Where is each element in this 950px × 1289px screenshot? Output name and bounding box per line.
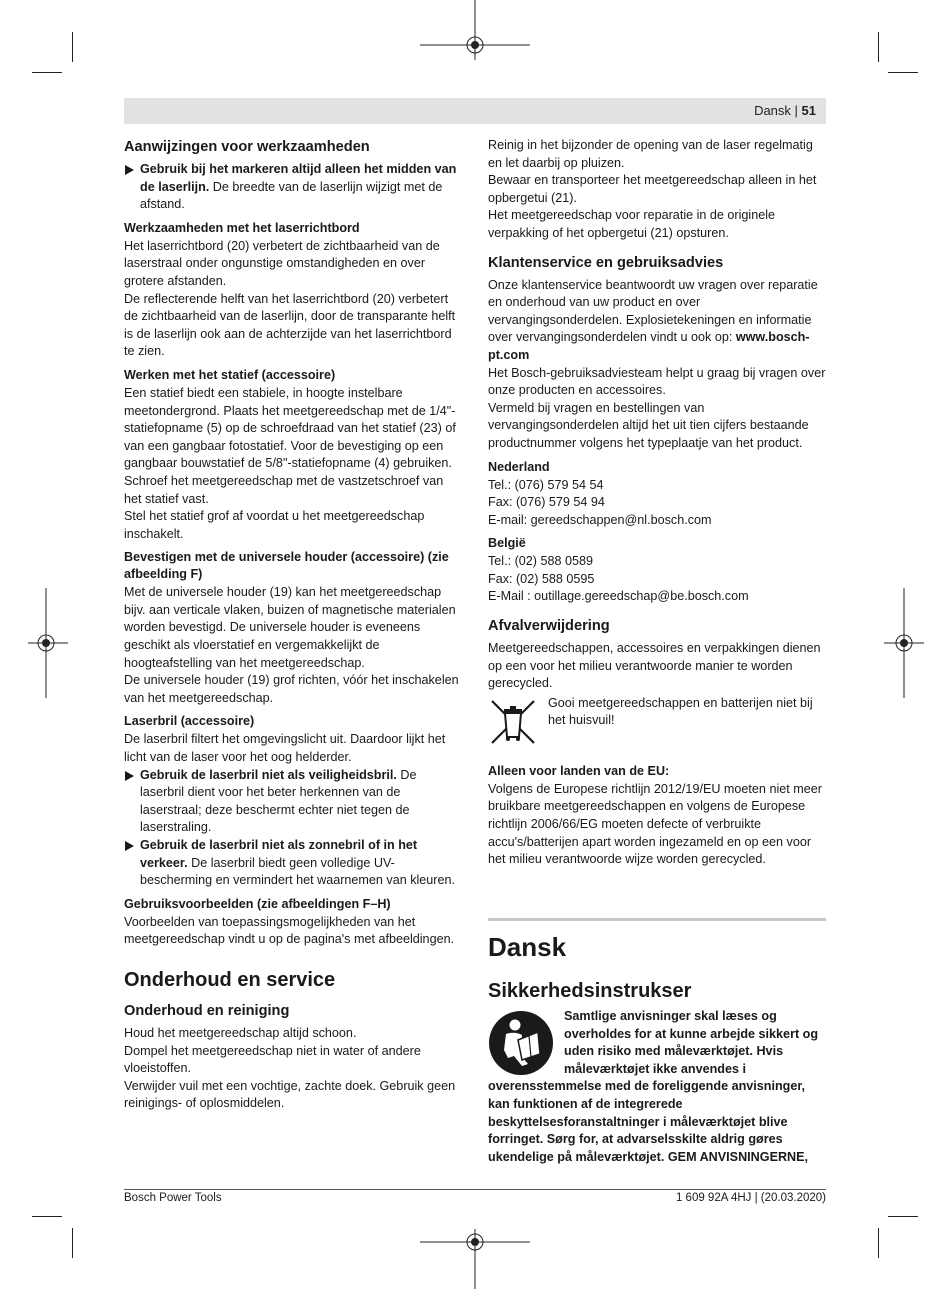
header-section: Dansk [754, 103, 791, 118]
crop-mark [878, 32, 879, 62]
service-url-link[interactable]: www.bosch-pt.com [488, 330, 810, 362]
registration-mark-icon [884, 588, 924, 698]
paragraph [488, 277, 828, 365]
heading-customer-service: Klantenservice en gebruiksadvies [488, 254, 724, 271]
dansk-section [488, 930, 828, 1166]
bullet-triangle-icon [125, 771, 134, 781]
heading-dansk: Dansk [488, 932, 567, 962]
heading-laser-board: Werkzaamheden met het laserrichtbord [124, 220, 360, 235]
page-number: 51 [801, 103, 816, 118]
paragraph: Vermeld bij vragen en bestellingen van vervangingsonderdelen altijd het uit tien cijfers bestaande productnummer volgens het typeplaatje van het product. [488, 400, 809, 450]
contact-email[interactable]: E-Mail : outillage.gereedschap@be.bosch.com [488, 589, 749, 604]
heading-laser-glasses: Laserbril (accessoire) [124, 714, 255, 729]
paragraph: De laserbril filtert het omgevingslicht uit. Daardoor lijkt het licht van de laser voor het oog helderder. [124, 732, 446, 765]
paragraph: Verwijder vuil met een vochtige, zachte doek. Gebruik geen reinigings- of oplosmiddelen. [124, 1078, 456, 1111]
crop-mark [32, 1216, 62, 1217]
heading-universal-holder: Bevestigen met de universele houder (accessoire) (zie afbeelding F) [124, 550, 449, 582]
bullet-bold-text: Gebruik de laserbril niet als zonnebril of in het verkeer. [140, 838, 418, 870]
heading-eu-only: Alleen voor landen van de EU: [488, 763, 670, 778]
crop-mark [888, 72, 918, 73]
service-text: Onze klantenservice beantwoordt uw vragen over reparatie en onderhoud van uw product en over vervangingsonderdelen. Explosietekeningen en informatie over vervangingsonderdelen vindt u ook op: [488, 277, 818, 345]
bullet-text: De breedte van de laserlijn wijzigt met de afstand. [140, 179, 443, 212]
heading-netherlands: Nederland [488, 459, 550, 474]
heading-maintenance: Onderhoud en service [124, 968, 336, 991]
registration-mark-icon [420, 0, 530, 60]
bullet-glasses-sun [124, 837, 464, 890]
paragraph: Dompel het meetgereedschap niet in water of andere vloeistoffen. [124, 1043, 421, 1076]
section-divider [488, 918, 826, 921]
paragraph: De universele houder (19) grof richten, vóór het inschakelen van het meetgereedschap. [124, 673, 459, 705]
bullet-bold-text: Gebruik de laserbril niet als veiligheidsbril. [140, 767, 397, 782]
heading-examples: Gebruiksvoorbeelden (zie afbeeldingen F–H) [124, 896, 391, 911]
paragraph: Stel het statief grof af voordat u het meetgereedschap inschakelt. [124, 509, 425, 541]
bullet-bold-text: Gebruik bij het markeren altijd alleen het midden van de laserlijn. [140, 162, 457, 194]
right-column [488, 137, 828, 869]
paragraph: Het laserrichtbord (20) verbetert de zichtbaarheid van de laserstraal onder ongunstige omstandigheden en over grotere afstanden. [124, 238, 440, 288]
left-column [124, 137, 464, 1113]
crop-mark [878, 1228, 879, 1258]
bullet-marking [124, 161, 464, 214]
paragraph: Met de universele houder (19) kan het meetgereedschap bijv. aan verticale vlaken, buizen of magnetische materialen worden bevestigd. De universele houder is eveneens geschikt als vloerstatief en vergemakkelijkt de hoogteafstelling van het meetgereedschap. [124, 585, 456, 670]
safety-warning [488, 1008, 828, 1166]
contact-phone: Tel.: (076) 579 54 54 [488, 477, 604, 492]
contact-fax: Fax: (02) 588 0595 [488, 571, 595, 586]
crop-mark [888, 1216, 918, 1217]
heading-disposal: Afvalverwijdering [488, 618, 610, 635]
crop-mark [72, 1228, 73, 1258]
heading-instructions: Aanwijzingen voor werkzaamheden [124, 139, 370, 155]
page-header [124, 98, 826, 124]
footer-brand: Bosch Power Tools [124, 1192, 222, 1204]
paragraph: Bewaar en transporteer het meetgereedschap alleen in het opbergetui (21). [488, 173, 817, 205]
header-label: Dansk | 51 [754, 103, 816, 118]
paragraph: Volgens de Europese richtlijn 2012/19/EU moeten niet meer bruikbare meetgereedschappen en volgens de Europese richtlijn 2006/66/EG moeten defecte of verbruikte accu's/batterijen apart worden ingezameld en op een voor het milieu verantwoorde wijze worden gerecycled. [488, 781, 822, 867]
paragraph: Meetgereedschappen, accessoires en verpakkingen dienen op een voor het milieu verantwoorde manier te worden gerecycled. [488, 641, 821, 691]
bullet-text: De laserbril dient voor het beter herkennen van de laserstraal; deze beschermt echter niet tegen de laserstraling. [140, 767, 417, 835]
heading-belgium: België [488, 536, 526, 551]
crop-mark [32, 72, 62, 73]
crossed-bin-icon [488, 697, 538, 747]
paragraph: Een statief biedt een stabiele, in hoogte instelbare meetondergrond. Plaats het meetgereedschap met de 1/4"-statiefopname (5) op de schroefdraad van het statief (23) of van een gangbaar fotostatief. Voor de bevestiging op een gangbaar bouwstatief de 5/8"-statiefopname (4) gebruiken. Schroef het meetgereedschap met de vastzetschroef van het statief vast. [124, 385, 456, 506]
footer-document-id: 1 609 92A 4HJ | (20.03.2020) [675, 1192, 826, 1204]
heading-safety: Sikkerhedsinstrukser [488, 980, 692, 1002]
bullet-triangle-icon [125, 841, 134, 851]
registration-mark-icon [420, 1229, 530, 1289]
footer-divider [124, 1189, 826, 1190]
heading-tripod: Werken met het statief (accessoire) [124, 367, 336, 382]
crop-mark [72, 32, 73, 62]
paragraph: De reflecterende helft van het laserrichtbord (20) verbetert de zichtbaarheid van de laserlijn, door de transparante helft is de laserlijn ook aan de achterzijde van het laserrichtbord te zien. [124, 291, 456, 359]
paragraph: Het meetgereedschap voor reparatie in de originele verpakking of het opbergetui (21) opsturen. [488, 208, 776, 240]
waste-notice [488, 697, 828, 747]
heading-cleaning: Onderhoud en reiniging [124, 1002, 290, 1019]
paragraph: Voorbeelden van toepassingsmogelijkheden van het meetgereedschap vindt u op de pagina's met afbeeldingen. [124, 914, 455, 947]
bullet-triangle-icon [125, 165, 134, 175]
contact-fax: Fax: (076) 579 54 94 [488, 495, 605, 510]
contact-email[interactable]: E-mail: gereedschappen@nl.bosch.com [488, 512, 712, 527]
bullet-text: De laserbril biedt geen volledige UV-bescherming en vermindert het waarnemen van kleuren. [140, 855, 456, 888]
paragraph: Houd het meetgereedschap altijd schoon. [124, 1025, 357, 1040]
bullet-glasses-safety [124, 767, 464, 837]
paragraph: Reinig in het bijzonder de opening van de laser regelmatig en let daarbij op pluizen. [488, 138, 813, 170]
safety-text: Samtlige anvisninger skal læses og overholdes for at kunne arbejde sikkert og uden risiko med måleværktøjet. Hvis måleværktøjet ikke anvendes i overensstemmelse med de foreliggende anvisninger, kan funktionen af de integrerede beskyttelsesforanstaltninger i måleværktøjet blive forringet. Sørg for, at advarselsskilte aldrig gøres ukendelige på måleværktøjet. GEM ANVISNINGERNE, [488, 1009, 819, 1164]
read-manual-icon [488, 1010, 554, 1076]
registration-mark-icon [28, 588, 68, 698]
paragraph: Het Bosch-gebruiksadviesteam helpt u graag bij vragen over onze producten en accessoires. [488, 365, 826, 398]
contact-phone: Tel.: (02) 588 0589 [488, 554, 594, 569]
paragraph: Gooi meetgereedschappen en batterijen niet bij het huisvuil! [548, 695, 813, 728]
